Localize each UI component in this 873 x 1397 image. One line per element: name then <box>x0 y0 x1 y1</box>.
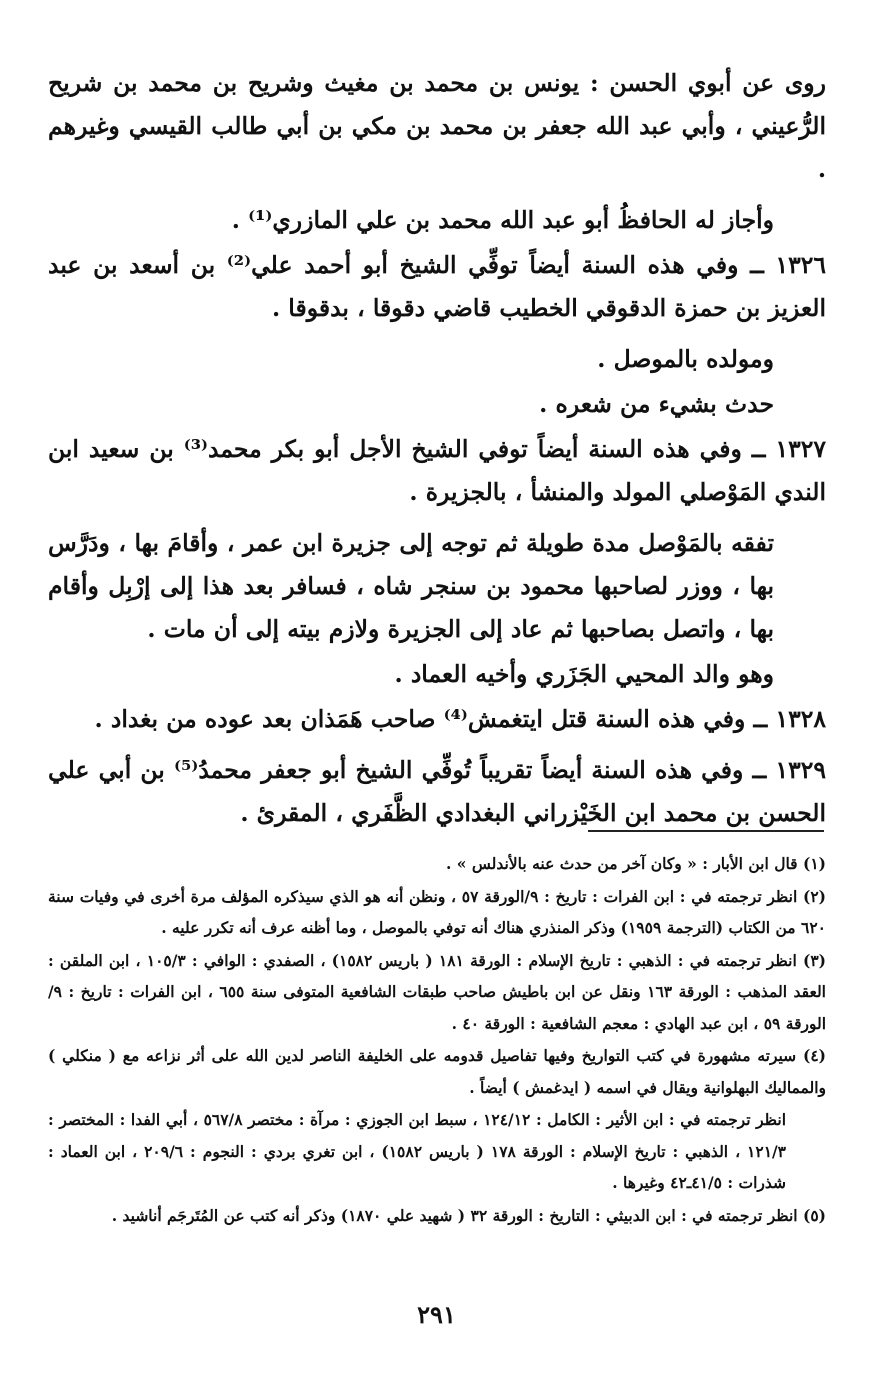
footnote: (٢) انظر ترجمته في : ابن الفرات : تاريخ : ٩/الورقة ٥٧ ، ونظن أنه هو الذي سيذكره المؤلف مرة أخرى في وفيات سنة ٦٢٠ من الكتاب (الترجمة ١٩٥٩) وذكر المنذري هناك أنه توفي بالموصل ، وما أظنه عرف أنه تكرر عليه . <box>48 886 826 937</box>
paragraph: ١٣٢٧ ــ وفي هذه السنة أيضاً توفي الشيخ الأجل أبو بكر محمد⁽³⁾ بن سعيد ابن الندي المَوْصلي المولد والمنشأ ، بالجزيرة . <box>48 435 826 506</box>
paragraph: روى عن أبوي الحسن : يونس بن محمد بن مغيث وشريح بن محمد بن شريح الرُّعيني ، وأبي عبد الله جعفر بن محمد بن مكي بن أبي طالب القيسي وغيرهم . <box>48 69 826 183</box>
paragraph: ١٣٢٦ ــ وفي هذه السنة أيضاً توفِّي الشيخ أبو أحمد علي⁽²⁾ بن أسعد بن عبد العزيز بن حمزة الدقوقي الخطيب قاضي دقوقا ، بدقوقا . <box>48 251 826 322</box>
main-text <box>48 62 826 843</box>
page-number: ٢٩١ <box>417 1300 456 1329</box>
footnote: انظر ترجمته في : ابن الأثير : الكامل : ١٢٤/١٢ ، سبط ابن الجوزي : مرآة : مختصر ٥٦٧/٨ ، أبي الفدا : المختصر : ١٢١/٣ ، الذهبي : تاريخ الإسلام : الورقة ١٧٨ ( باريس ١٥٨٢) ، ابن تغري بردي : النجوم : ٢٠٩/٦ ، ابن العماد : شذرات : ٤١/٥ـ٤٢ وغيرها . <box>48 1110 787 1192</box>
footnote: (٣) انظر ترجمته في : الذهبي : تاريخ الإسلام : الورقة ١٨١ ( باريس ١٥٨٢) ، الصفدي : الوافي : ١٠٥/٣ ، ابن الملقن : العقد المذهب : الورقة ١٦٣ ونقل عن ابن باطيش صاحب طبقات الشافعية المتوفى سنة ٦٥٥ ، ابن الفرات : تاريخ : ٩/الورقة ٥٩ ، ابن عبد الهادي : معجم الشافعية : الورقة ٤٠ . <box>48 950 826 1033</box>
paragraph: تفقه بالمَوْصل مدة طويلة ثم توجه إلى جزيرة ابن عمر ، وأقامَ بها ، ودَرَّس بها ، ووزر لصاحبها محمود بن سنجر شاه ، فسافر بعد هذا إلى إرْبِل وأقام بها ، واتصل بصاحبها ثم عاد إلى الجزيرة ولازم بيته إلى أن مات . <box>48 529 774 643</box>
paragraph: وهو والد المحيي الجَزَري وأخيه العماد . <box>394 660 774 688</box>
footnotes <box>48 848 826 1232</box>
paragraph: ومولده بالموصل . <box>597 345 774 373</box>
paragraph: وأجاز له الحافظُ أبو عبد الله محمد بن علي المازري⁽¹⁾ . <box>231 206 774 234</box>
footnote: (١) قال ابن الأبار : « وكان آخر من حدث عنه بالأندلس » . <box>446 854 826 873</box>
paragraph: ١٣٢٩ ــ وفي هذه السنة أيضاً تقريباً تُوفِّي الشيخ أبو جعفر محمدُ⁽⁵⁾ بن أبي علي الحسن بن محمد ابن الخَيْزراني البغدادي الظَّفَري ، المقرئ . <box>48 756 826 827</box>
footnote: (٤) سيرته مشهورة في كتب التواريخ وفيها تفاصيل قدومه على الخليفة الناصر لدين الله على أثر نزاعه مع ( منكلي ) والمماليك البهلوانية ويقال في اسمه ( ايدغمش ) أيضاً . <box>48 1046 826 1097</box>
paragraph: حدث بشيء من شعره . <box>539 390 774 418</box>
footnote-separator <box>588 830 824 832</box>
paragraph: ١٣٢٨ ــ وفي هذه السنة قتل ايتغمش⁽⁴⁾ صاحب هَمَذان بعد عوده من بغداد . <box>94 705 826 733</box>
footnote: (٥) انظر ترجمته في : ابن الدبيثي : التاريخ : الورقة ٣٢ ( شهيد علي ١٨٧٠) وذكر أنه كتب عن المُتَرجَم أناشيد . <box>111 1205 826 1225</box>
